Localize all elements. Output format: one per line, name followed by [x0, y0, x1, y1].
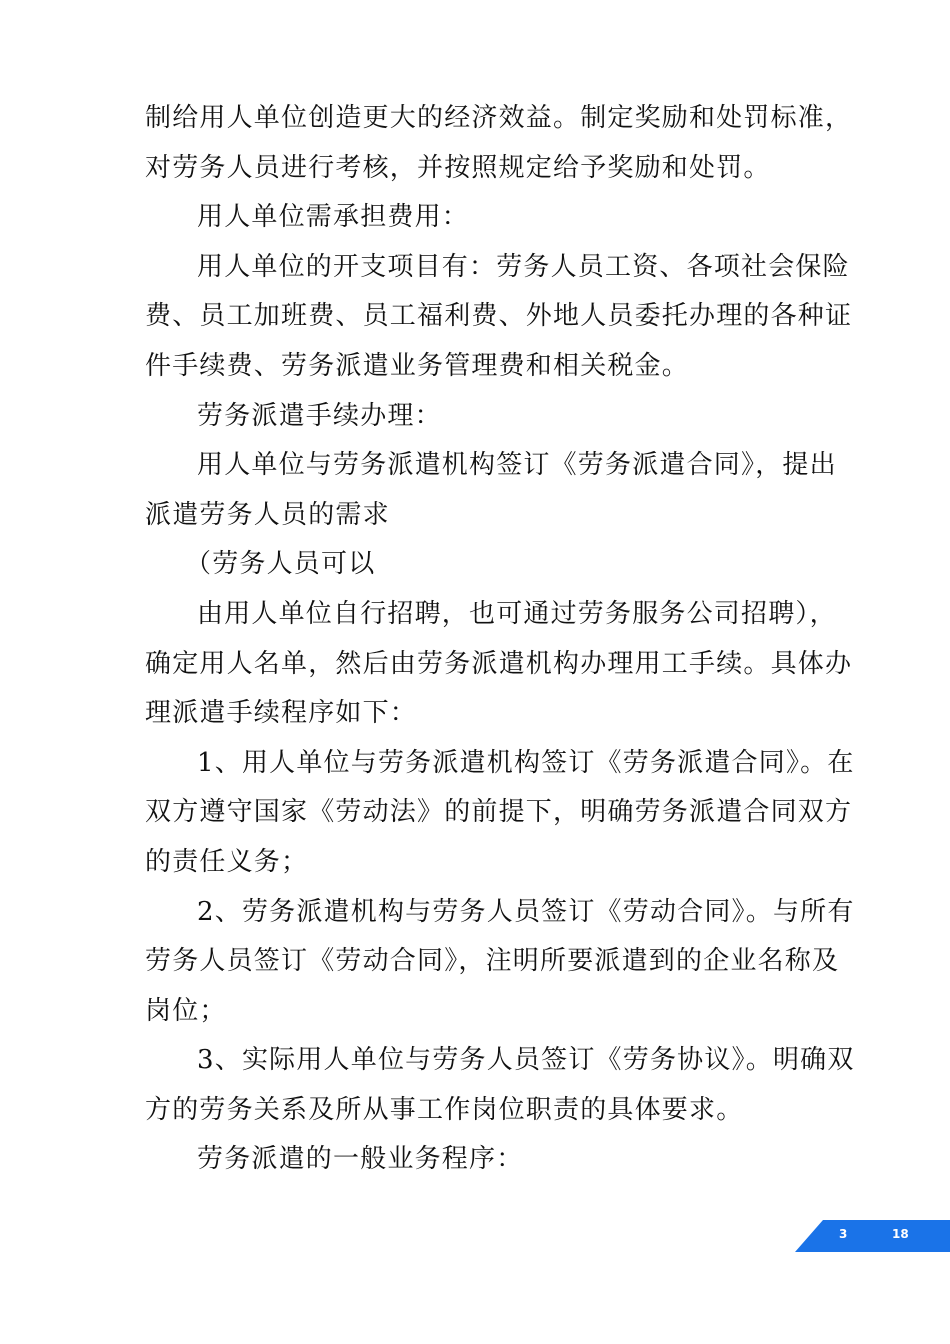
- paragraph-line: 劳务人员签订《劳动合同》，注明所要派遣到的企业名称及: [145, 946, 840, 977]
- paragraph-line: 理派遣手续程序如下：: [145, 698, 418, 729]
- paragraph-line: 用人单位与劳务派遣机构签订《劳务派遣合同》，提出: [197, 450, 837, 481]
- paragraph-line: 2、劳务派遣机构与劳务人员签订《劳动合同》。与所有: [197, 896, 855, 927]
- paragraph-line: 劳务派遣手续办理：: [197, 400, 442, 431]
- paragraph-line: 用人单位需承担费用：: [197, 202, 470, 233]
- paragraph-line: 费、员工加班费、员工福利费、外地人员委托办理的各种证: [145, 301, 853, 332]
- paragraph-line: 用人单位的开支项目有：劳务人员工资、各项社会保险: [197, 251, 850, 282]
- paragraph-line: 确定用人名单，然后由劳务派遣机构办理用工手续。具体办: [145, 648, 853, 679]
- paragraph-line: 的责任义务；: [145, 846, 309, 877]
- paragraph-line: 1、用人单位与劳务派遣机构签订《劳务派遣合同》。在: [197, 747, 855, 778]
- page-footer: [795, 1220, 950, 1252]
- paragraph-line: 方的劳务关系及所从事工作岗位职责的具体要求。: [145, 1094, 744, 1125]
- paragraph-line: 劳务派遣的一般业务程序：: [197, 1144, 524, 1175]
- total-pages-number: 18: [892, 1227, 909, 1241]
- document-body: [145, 94, 855, 1185]
- paragraph-line: 件手续费、劳务派遣业务管理费和相关税金。: [145, 350, 690, 381]
- paragraph-line: 由用人单位自行招聘，也可通过劳务服务公司招聘），: [197, 598, 837, 629]
- paragraph-line: 3、实际用人单位与劳务人员签订《劳务协议》。明确双: [197, 1045, 855, 1076]
- paragraph-line: 岗位；: [145, 995, 227, 1026]
- paragraph-line: 对劳务人员进行考核，并按照规定给予奖励和处罚。: [145, 152, 771, 183]
- page-number-banner: [795, 1220, 950, 1252]
- paragraph-line: 双方遵守国家《劳动法》的前提下，明确劳务派遣合同双方: [145, 797, 853, 828]
- paragraph-line: （劳务人员可以: [185, 549, 376, 580]
- paragraph-line: 制给用人单位创造更大的经济效益。制定奖励和处罚标准，: [145, 103, 853, 133]
- current-page-number: 3: [839, 1227, 848, 1241]
- paragraph-line: 派遣劳务人员的需求: [145, 499, 390, 530]
